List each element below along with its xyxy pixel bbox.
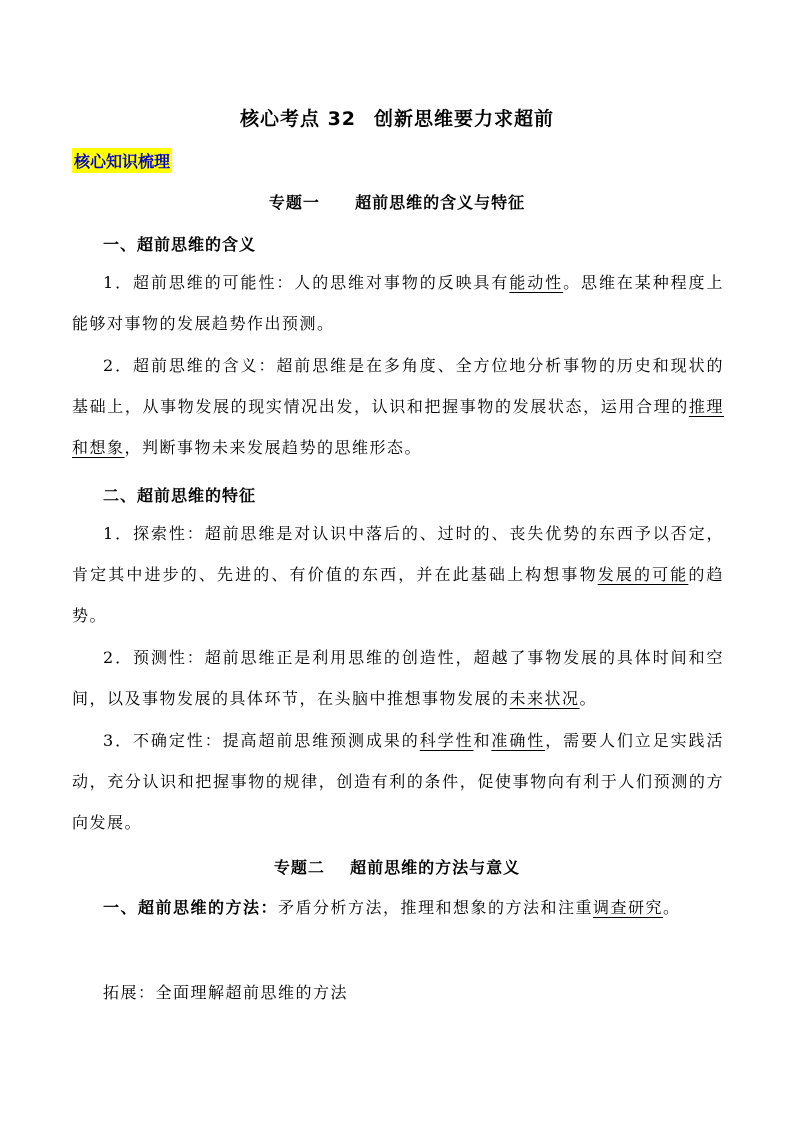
underlined-term: 准确性 (491, 731, 546, 750)
topic-label: 专题一 (268, 193, 320, 212)
topic-heading-2 (0, 855, 794, 878)
underlined-term: 发展的可能 (597, 565, 689, 584)
section-heading-meaning: 一、超前思维的含义 (103, 235, 257, 254)
topic-heading-1 (0, 190, 794, 213)
paragraph-uncertainty: 3．不确定性：提高超前思维预测成果的科学性和准确性，需要人们立足实践活动，充分认识和把握事物的规律，创造有利的条件，促使事物向有利于人们预测的方向发展。 (72, 731, 724, 832)
underlined-term: 能动性 (509, 273, 564, 292)
paragraph-possibility: 1．超前思维的可能性：人的思维对事物的反映具有能动性。思维在某种程度上能够对事物的发展趋势作出预测。 (72, 273, 724, 333)
topic-title: 超前思维的含义与特征 (355, 193, 526, 212)
title-prefix: 核心考点 32 (239, 108, 357, 130)
underlined-term: 科学性 (419, 731, 474, 750)
paragraph-predictive: 2．预测性：超前思维正是利用思维的创造性，超越了事物发展的具体时间和空间，以及事物发展的具体环节，在头脑中推想事物发展的未来状况。 (72, 648, 724, 708)
paragraph-meaning: 2．超前思维的含义：超前思维是在多角度、全方位地分析事物的历史和现状的基础上，从事物发展的现实情况出发，认识和把握事物的发展状态，运用合理的推理和想象，判断事物未来发展趋势的思维形态。 (72, 356, 724, 457)
page-title (0, 104, 794, 131)
paragraph-extension: 拓展：全面理解超前思维的方法 (103, 983, 349, 1002)
paragraph-methods: 一、超前思维的方法：矛盾分析方法，推理和想象的方法和注重调查研究。 (103, 898, 681, 917)
section-badge: 核心知识梳理 (72, 148, 172, 173)
section-heading-features: 二、超前思维的特征 (103, 486, 257, 505)
topic-label: 专题二 (273, 858, 325, 877)
topic-title: 超前思维的方法与意义 (350, 858, 521, 877)
title-main: 创新思维要力求超前 (374, 108, 555, 130)
paragraph-exploratory: 1．探索性：超前思维是对认识中落后的、过时的、丧失优势的东西予以否定，肯定其中进步的、先进的、有价值的东西，并在此基础上构想事物发展的可能的趋势。 (72, 524, 724, 625)
underlined-term: 未来状况 (509, 689, 580, 708)
underlined-term: 推理和想象 (72, 397, 724, 457)
underlined-term: 调查研究 (593, 898, 664, 917)
methods-heading: 一、超前思维的方法： (103, 898, 279, 917)
